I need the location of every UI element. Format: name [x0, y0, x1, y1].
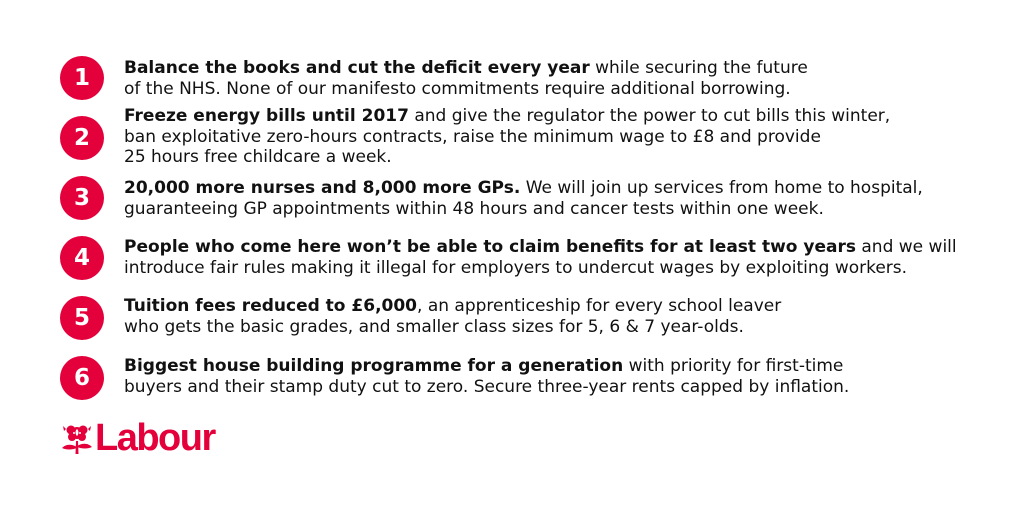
- pledge-detail: while securing the future: [589, 58, 808, 78]
- pledge-line: [124, 178, 1004, 199]
- pledge-line: of the NHS. None of our manifesto commitments require additional borrowing.: [124, 78, 791, 99]
- pledge-headline: Freeze energy bills until 2017: [124, 106, 409, 126]
- pledge-number-badge: 2: [60, 116, 104, 160]
- pledge-text: [124, 296, 1004, 337]
- pledge-headline: 20,000 more nurses and 8,000 more GPs.: [124, 178, 521, 198]
- pledge-text: [124, 237, 1004, 278]
- pledge-line: guaranteeing GP appointments within 48 hours and cancer tests within one week.: [124, 198, 824, 219]
- pledge-line: [124, 356, 1004, 377]
- pledge-detail: and give the regulator the power to cut bills this winter,: [408, 106, 891, 126]
- labour-wordmark: Labour: [95, 417, 215, 459]
- pledge-detail: , an apprenticeship for every school leaver: [417, 296, 782, 316]
- rose-icon: [60, 421, 94, 455]
- pledge-line: [124, 58, 1004, 79]
- pledge-line: [124, 296, 1004, 317]
- pledge-text: [124, 356, 1004, 397]
- pledge-line: 25 hours free childcare a week.: [124, 147, 392, 167]
- pledge-detail: We will join up services from home to hospital,: [520, 178, 923, 198]
- labour-logo: [60, 418, 215, 458]
- pledge-headline: People who come here won’t be able to claim benefits for at least two years: [124, 237, 856, 257]
- pledge-number-badge: 4: [60, 236, 104, 280]
- pledge-number-badge: 1: [60, 56, 104, 100]
- pledge-line: introduce fair rules making it illegal for employers to undercut wages by exploiting workers.: [124, 257, 908, 278]
- pledge-headline: Tuition fees reduced to £6,000: [124, 296, 418, 316]
- pledge-text: [124, 106, 1004, 168]
- pledge-line: ban exploitative zero-hours contracts, raise the minimum wage to £8 and provide: [124, 126, 821, 147]
- pledge-text: [124, 58, 1004, 99]
- pledge-text: [124, 178, 1004, 219]
- pledge-detail: and we will: [855, 237, 957, 257]
- pledge-headline: Balance the books and cut the deficit every year: [124, 58, 590, 78]
- pledge-line: [124, 237, 1004, 258]
- pledge-line: who gets the basic grades, and smaller class sizes for 5, 6 & 7 year-olds.: [124, 316, 744, 337]
- pledge-line: [124, 106, 1004, 127]
- pledge-headline: Biggest house building programme for a generation: [124, 356, 624, 376]
- pledge-number-badge: 6: [60, 356, 104, 400]
- pledge-detail: with priority for first-time: [623, 356, 844, 376]
- pledge-line: buyers and their stamp duty cut to zero. Secure three-year rents capped by inflation.: [124, 376, 850, 397]
- pledge-number-badge: 3: [60, 176, 104, 220]
- pledge-number-badge: 5: [60, 296, 104, 340]
